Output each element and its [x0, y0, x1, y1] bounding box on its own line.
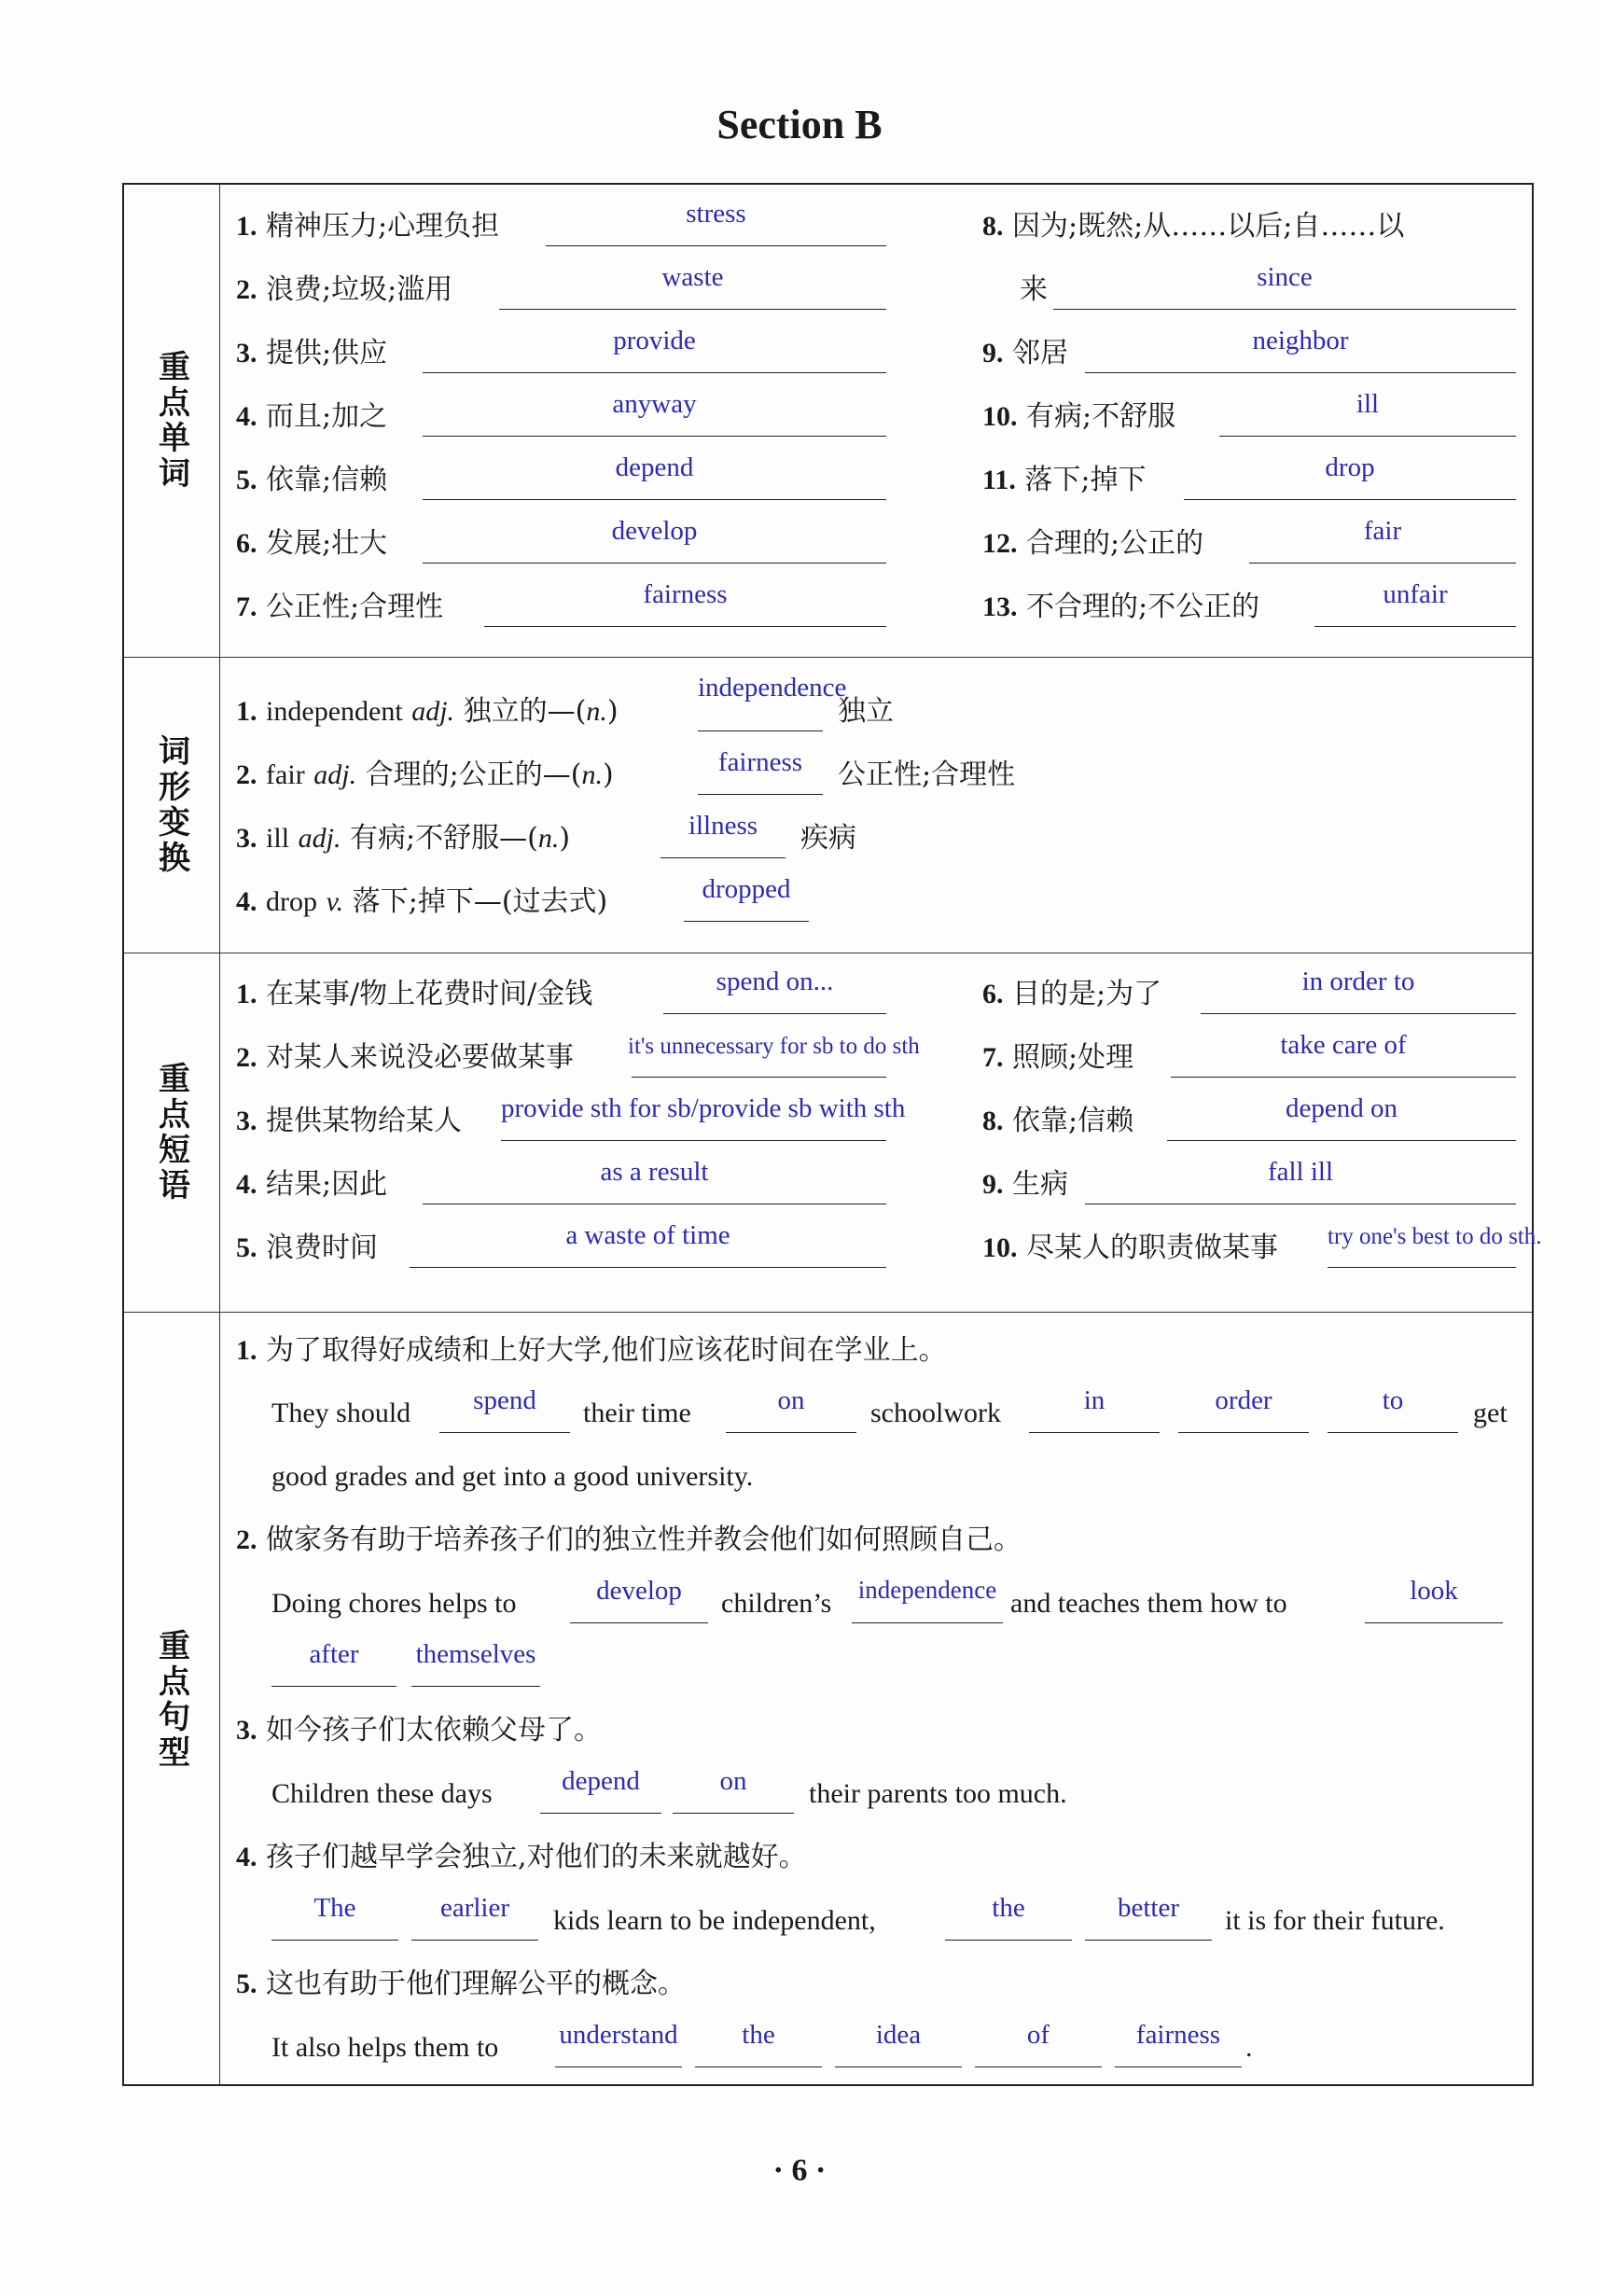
- column-divider: [219, 185, 220, 2084]
- row-divider: [124, 1312, 1532, 1313]
- answer-blank[interactable]: earlier: [411, 1902, 538, 1941]
- list-item: 3. 提供;供应: [236, 337, 388, 369]
- answer-blank[interactable]: a waste of time: [410, 1230, 886, 1268]
- answer-blank[interactable]: develop: [423, 525, 886, 564]
- sentence-prompt: 2. 做家务有助于培养孩子们的独立性并教会他们如何照顾自己。: [236, 1524, 1022, 1556]
- list-item: 7. 照顾;处理: [982, 1041, 1134, 1074]
- list-item: 8. 依靠;信赖: [982, 1105, 1134, 1137]
- list-item: 12. 合理的;公正的: [982, 527, 1204, 560]
- answer-blank[interactable]: waste: [499, 271, 886, 310]
- answer-blank[interactable]: the: [945, 1902, 1072, 1941]
- sentence-prompt: 4. 孩子们越早学会独立,对他们的未来就越好。: [236, 1841, 807, 1873]
- answer-blank[interactable]: independence: [698, 693, 823, 731]
- sentence-prompt: 3. 如今孩子们太依赖父母了。: [236, 1714, 603, 1746]
- answer-blank[interactable]: better: [1085, 1902, 1212, 1941]
- answer-blank[interactable]: develop: [570, 1585, 708, 1623]
- answer-blank[interactable]: spend: [439, 1395, 570, 1433]
- sentence-text: good grades and get into a good university.: [271, 1461, 754, 1492]
- answer-blank[interactable]: spend on...: [663, 976, 886, 1014]
- list-item: 2. 对某人来说没必要做某事: [236, 1041, 575, 1074]
- sentence-text: their parents too much.: [809, 1778, 1067, 1809]
- answer-blank[interactable]: idea: [835, 2029, 962, 2067]
- list-item: 7. 公正性;合理性: [236, 591, 444, 623]
- list-item: 13. 不合理的;不公正的: [982, 591, 1260, 623]
- answer-blank[interactable]: order: [1178, 1395, 1309, 1433]
- answer-blank[interactable]: The: [271, 1902, 398, 1941]
- sentence-text: children’s: [721, 1588, 832, 1619]
- answer-blank[interactable]: the: [695, 2029, 822, 2067]
- answer-blank[interactable]: to: [1328, 1395, 1458, 1433]
- sentence-text: Children these days: [271, 1778, 493, 1809]
- list-item: 3. ill adj. 有病;不舒服—(n.): [236, 822, 571, 855]
- answer-blank[interactable]: in order to: [1201, 976, 1516, 1014]
- list-item: 5. 依靠;信赖: [236, 464, 388, 496]
- answer-blank[interactable]: try one's best to do sth.: [1328, 1230, 1516, 1268]
- list-item: 5. 浪费时间: [236, 1231, 379, 1264]
- form-meaning: 公正性;合理性: [838, 758, 1016, 791]
- answer-blank[interactable]: provide: [423, 335, 886, 373]
- answer-blank[interactable]: take care of: [1171, 1039, 1516, 1078]
- answer-blank[interactable]: independence: [852, 1585, 1003, 1623]
- row-divider: [124, 657, 1532, 658]
- list-item: 10. 有病;不舒服: [982, 400, 1176, 433]
- answer-blank[interactable]: it's unnecessary for sb to do sth: [632, 1039, 886, 1078]
- answer-blank[interactable]: depend on: [1167, 1103, 1516, 1141]
- list-item: 10. 尽某人的职责做某事: [982, 1231, 1279, 1264]
- answer-blank[interactable]: depend: [540, 1775, 661, 1814]
- answer-blank[interactable]: dropped: [684, 884, 809, 922]
- answer-blank[interactable]: anyway: [423, 398, 886, 437]
- section-label-sentences: 重点句型: [152, 1629, 190, 1771]
- answer-blank[interactable]: fairness: [1115, 2029, 1242, 2067]
- answer-blank[interactable]: of: [975, 2029, 1102, 2067]
- answer-blank[interactable]: ill: [1219, 398, 1516, 437]
- answer-blank[interactable]: in: [1029, 1395, 1160, 1433]
- sentence-text: Doing chores helps to: [271, 1588, 517, 1619]
- sentence-text: it is for their future.: [1225, 1905, 1445, 1936]
- sentence-text: their time: [583, 1398, 691, 1428]
- list-item: 11. 落下;掉下: [982, 464, 1147, 496]
- section-label-words: 重点单词: [152, 350, 190, 492]
- answer-blank[interactable]: unfair: [1314, 589, 1516, 627]
- list-item: 4. 结果;因此: [236, 1168, 388, 1201]
- answer-blank[interactable]: neighbor: [1085, 335, 1516, 373]
- sentence-prompt: 1. 为了取得好成绩和上好大学,他们应该花时间在学业上。: [236, 1334, 947, 1367]
- list-item: 4. 而且;加之: [236, 400, 388, 433]
- section-label-phrases: 重点短语: [152, 1061, 190, 1204]
- answer-blank[interactable]: fairness: [698, 757, 823, 795]
- answer-blank[interactable]: on: [726, 1395, 856, 1433]
- list-item: 1. 精神压力;心理负担: [236, 210, 500, 243]
- page-title: Section B: [716, 102, 883, 147]
- list-item: 3. 提供某物给某人: [236, 1105, 463, 1137]
- list-item: 1. independent adj. 独立的—(n.): [236, 695, 619, 728]
- list-item: 4. drop v. 落下;掉下—(过去式): [236, 885, 608, 918]
- list-item: 6. 目的是;为了: [982, 978, 1162, 1010]
- answer-blank[interactable]: illness: [660, 820, 786, 858]
- form-meaning: 独立: [838, 695, 894, 728]
- sentence-prompt: 5. 这也有助于他们理解公平的概念。: [236, 1968, 687, 2000]
- sentence-text: They should: [271, 1398, 411, 1428]
- answer-blank[interactable]: on: [673, 1775, 794, 1814]
- answer-blank[interactable]: as a result: [423, 1166, 886, 1204]
- form-meaning: 疾病: [800, 822, 856, 855]
- answer-blank[interactable]: after: [271, 1649, 396, 1687]
- page-number: · 6 ·: [772, 2153, 827, 2188]
- sentence-text: get: [1473, 1398, 1508, 1428]
- answer-blank[interactable]: depend: [423, 462, 886, 500]
- sentence-text: schoolwork: [870, 1398, 1001, 1428]
- list-item: 9. 邻居: [982, 337, 1069, 369]
- answer-blank[interactable]: fall ill: [1085, 1166, 1516, 1204]
- answer-blank[interactable]: look: [1365, 1585, 1503, 1623]
- answer-blank[interactable]: stress: [546, 208, 886, 246]
- answer-blank[interactable]: drop: [1184, 462, 1516, 500]
- list-item: 8. 因为;既然;从……以后;自……以: [982, 210, 1405, 243]
- sentence-text: .: [1245, 2032, 1253, 2063]
- list-item: 9. 生病: [982, 1168, 1069, 1201]
- answer-blank[interactable]: understand: [555, 2029, 682, 2067]
- list-item: 6. 发展;壮大: [236, 527, 388, 560]
- sentence-text: kids learn to be independent,: [553, 1905, 876, 1936]
- list-item: 1. 在某事/物上花费时间/金钱: [236, 978, 593, 1010]
- answer-blank[interactable]: fair: [1249, 525, 1516, 564]
- answer-blank[interactable]: themselves: [411, 1649, 540, 1687]
- sentence-text: It also helps them to: [271, 2032, 499, 2063]
- answer-blank[interactable]: fairness: [484, 589, 886, 627]
- worksheet-table: [122, 183, 1542, 2086]
- list-item: 2. 浪费;垃圾;滥用: [236, 273, 453, 306]
- section-label-forms: 词形变换: [152, 733, 190, 876]
- list-item: 2. fair adj. 合理的;公正的—(n.): [236, 758, 614, 791]
- sentence-text: and teaches them how to: [1010, 1588, 1287, 1619]
- answer-blank[interactable]: since: [1053, 271, 1516, 310]
- list-item-continued: 来: [1020, 273, 1048, 306]
- answer-blank[interactable]: provide sth for sb/provide sb with sth: [501, 1103, 886, 1141]
